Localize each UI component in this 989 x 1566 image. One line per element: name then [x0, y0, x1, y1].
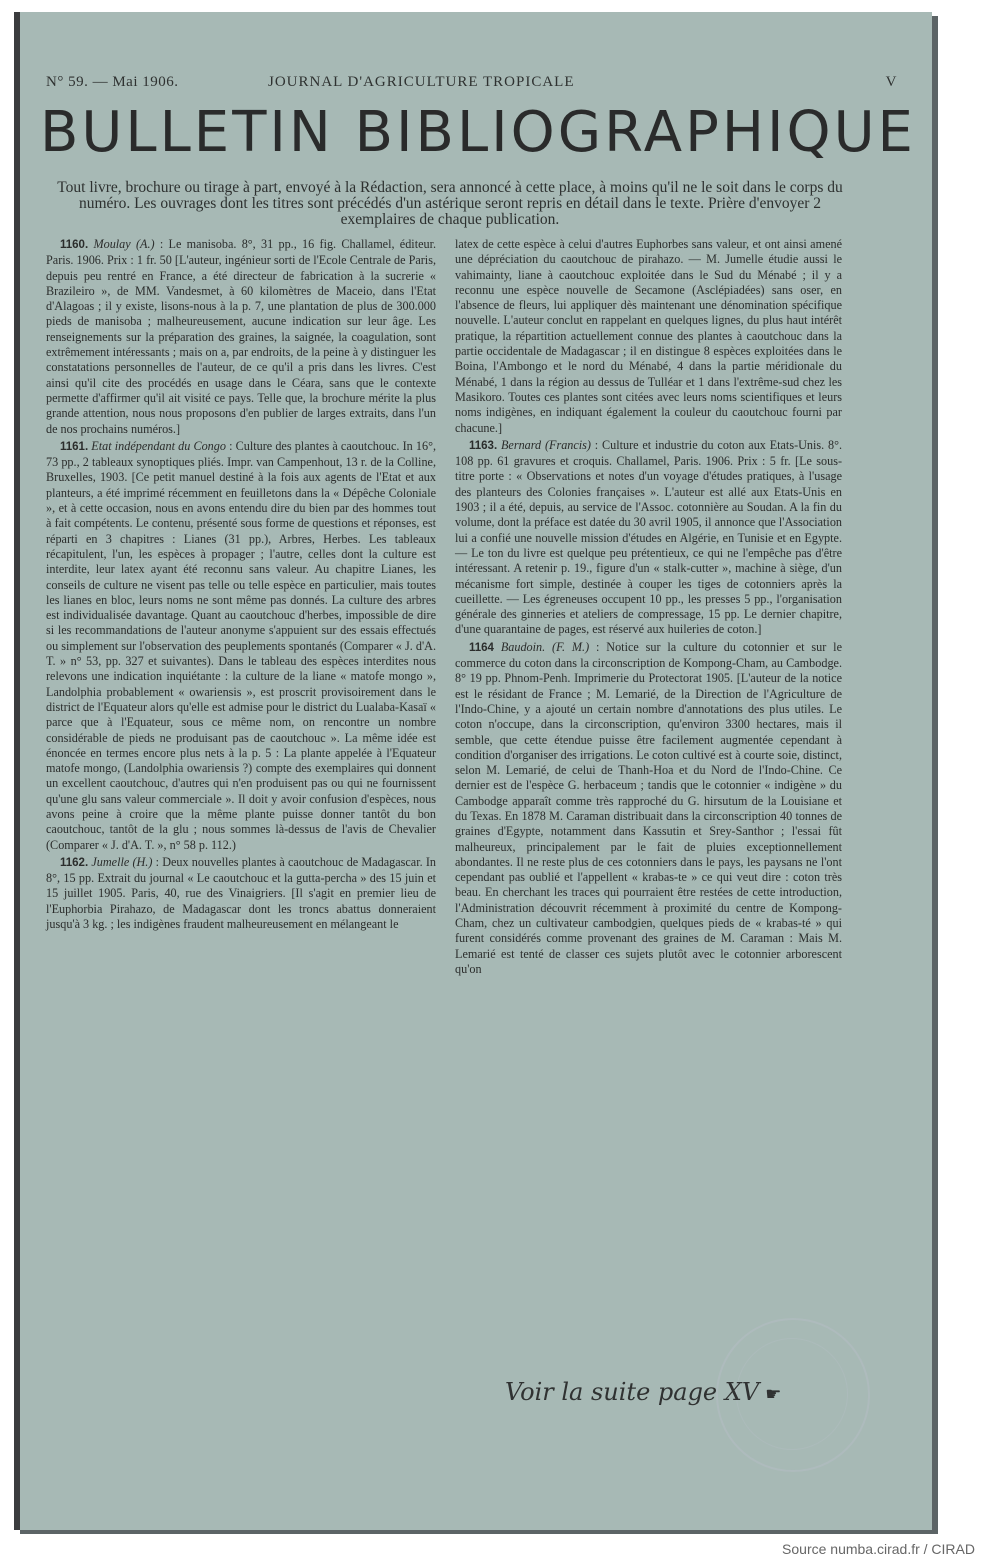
journal-title: JOURNAL D'AGRICULTURE TROPICALE: [268, 74, 575, 90]
continued-note: [505, 1378, 781, 1406]
entry-author: Moulay (A.): [93, 237, 155, 251]
entry-text: : Notice sur la culture du cotonnier et sur le commerce du coton dans la circonscription de Kompong-Cham, au Cambodge. 8° 19 pp. Phnom-Penh. Imprimerie du Protectorat 1905. [L'auteur de la notice est le résidant de France ; M. Lemarié, de la Direction de l'Agriculture de l'Indo-Chine, y a ajouté un certain nombre d'annotations des plus utiles. Le coton n'occupe, dans la circonscription, qu'environ 3300 hectares, mais il semble, que cette étendue puisse être facilement augmentée cependant à condition d'organiser des irrigations. Le coton cultivé est à courte soie, distinct, selon M. Lemarié, de celui de Thanh-Hoa et du Nord de l'Indo-Chine. Ce dernier est de l'espèce G. herbaceum ; tandis que le cotonnier « indigène » du Cambodge apparaît comme très rapproché du G. hirsutum de la Louisiane et du Texas. En 1878 M. Caraman distribuait dans la circonscription 40 tonnes de graines d'Egypte, notamment dans Kassutin et Srey-Santhor ; l'essai fût malheureux, principalement par le fait de pluies exceptionnellement abondantes. Il ne reste plus de ces cotonniers dans le pays, les paysans ne l'ont cependant pas oublié et l'appellent « krabas-te » ce qui veut dire : coton très beau. En cherchant les traces qui pourraient être restées de cette introduction, l'Administration découvrit récemment à proximité du centre de Kompong-Cham, chez un cultivateur cambodgien, quelques pieds de « krabas-té » qui furent considérés comme provenant des graines de M. Caraman : Mais M. Lemarié est tenté de classer ces sujets plutôt avec le cotonnier arborescent qu'on: [455, 639, 842, 976]
pointing-hand-icon: ☛: [765, 1384, 782, 1405]
running-head: [46, 74, 897, 96]
intro-paragraph: Tout livre, brochure ou tirage à part, envoyé à la Rédaction, sera annoncé à cette place, à moins qu'il ne le soit dans le corps du numéro. Les ouvrages dont les titres sont précédés d'un astérique seront repris en détail dans le texte. Prière d'envoyer 2 exemplaires de chaque publication.: [57, 179, 843, 228]
entry-number: 1162.: [60, 856, 89, 869]
entry-1160: [46, 237, 436, 437]
source-credit: Source numba.cirad.fr / CIRAD: [782, 1541, 975, 1557]
entry-1162-continuation: latex de cette espèce à celui d'autres Euphorbes sans valeur, et ont ainsi amené une dépréciation du caoutchouc de pirahazo. — M. Jumelle étudie aussi le vahimainty, liane à caoutchouc exploitée dans le Sud du Ménabé ; il y a reconnu une espèce nouvelle de Secamone (Asclépiadées) sans oser, en l'absence de fleurs, lui appliquer dès maintenant une dénomination spécifique nouvelle. L'auteur conclut en rappelant en quelques lignes, du plus haut intérêt pratique, la répartition actuellement connue des plantes à caoutchouc dans la partie occidentale de Madagascar ; il en distingue 8 espèces exploitées dans le Boina, l'Ambongo et le nord du Ménabé, 4 dans la partie méridionale du Ménabé, 1 dans la région au dessus de Tulléar et 1 dans l'extrême-sud chez les Masikoro. Toutes ces plantes sont citées avec leurs noms scientifiques et leurs noms indigènes, en indiquant également la couleur du caoutchouc fourni par chacune.]: [455, 237, 842, 435]
page-number: V: [885, 74, 897, 90]
left-column: [46, 237, 436, 934]
page-spine-edge: [14, 12, 20, 1530]
page-title: BULLETIN BIBLIOGRAPHIQUE: [40, 100, 916, 165]
continued-note-text: Voir la suite page XV: [505, 1378, 760, 1406]
entry-text: : Le manisoba. 8°, 31 pp., 16 fig. Challamel, éditeur. Paris. 1906. Prix : 1 fr. 50 [L'auteur, ingénieur sorti de l'Ecole Centrale de Paris, depuis peu rentré en France, a été directeur de fabrication à la sucrerie « Brazileiro », de MM. Vandesmet, à 60 kilomètres de Maceio, dans l'Etat d'Alagoas ; il y existe, lisons-nous à la p. 7, une plantation de plus de 300.000 pieds de manisoba ; malheureusement, aucune indication sur leur âge. Les renseignements sur la préparation des graines, la saignée, la coagulation, sont extrêmement intéressants ; mais on a, par endroits, de la peine à y distinguer les constatations personnelles de l'auteur, de ce qu'il a pris dans les livres. C'est ainsi qu'il cite des procédés en usage dans le Céara, sans que le contexte permette d'affirmer qu'il ait visité ce pays. Telle que, la brochure mérite la plus grande attention, nous nous proposons d'en publier de larges extraits, dans l'un de nos prochains numéros.]: [46, 237, 437, 436]
right-column: [455, 237, 842, 979]
entry-author: Etat indépendant du Congo: [91, 438, 226, 453]
entry-number: 1160.: [60, 239, 89, 251]
entry-number: 1164: [469, 641, 494, 654]
entry-author: Jumelle (H.): [91, 854, 153, 869]
entry-text: : Deux nouvelles plantes à caoutchouc de Madagascar. In 8°, 15 pp. Extrait du journal « Le caoutchouc et la gutta-percha » des 15 juin et 15 juillet 1905. Paris, 40, rue des Vinaigriers. [Il s'agit en premier lieu de l'Euphorbia Pirahazo, de Madagascar dont les troncs abattus donneraient jusqu'à 3 kg. ; les indigènes fraudent malheureusement en mélangeant le: [46, 854, 436, 932]
entry-text: : Culture des plantes à caoutchouc. In 16°, 73 pp., 2 tableaux synoptiques pliés. Impr. van Campenhout, 13 r. de la Colline, Bruxelles, 1903. [Ce petit manuel destiné à la fois aux agents de l'Etat et aux planteurs, a été imprimé récemment en feuilletons dans la « Dépêche Coloniale », et à cette occasion, nous en avons entendu dire du bien par des hommes tout à fait compétents. Le contenu, présenté sous forme de questions et réponses, est réparti en 3 chapitres : Lianes (31 pp.), Arbres, Herbes. Les tableaux récapitulent, l'un, les espèces à propager ; l'autre, celles dont la culture est interdite, leur latex ayant été reconnu sans valeur. Au chapitre Lianes, les conseils de culture ne visent pas telle ou telle espèce en particulier, mais toutes les lianes en bloc, leurs noms ne sont même pas donnés. La culture des arbres est individualisée davantage. Quant au caoutchouc d'herbes, impossible de dire si les recommandations de l'auteur anonyme s'appuient sur des essais effectués ou simplement sur l'observation des peuplements spontanés (Comparer « J. d'A. T. » n° 53, pp. 327 et suivantes). Dans le tableau des espèces interdites nous relevons une indication inquiétante : la culture de la liane « matofe mongo », Landolphia probablement « owariensis », est proscrit provisoirement dans le district de l'Equateur alors qu'elle est admise pour le district du Lualaba-Kasaï « parce que à l'Equateur, sous ce même nom, on rencontre un nombre considérable de pieds ne produisant pas de caoutchouc ». La même idée est énoncée en termes encore plus nets à la p. 5 : La plante appelée à l'Equateur matofe mongo, (Landolphia owariensis ?) compte des exemplaires qui donnent un excellent caoutchouc, d'autres qui n'en produisent pas ou qui ne fournissent qu'une glu sans valeur commerciale ». Il doit y avoir confusion d'espèces, nous avons peine à croire que la même plante puisse donner tantôt du bon caoutchouc, tantôt de la glu ; nous sommes là-dessus de l'avis de Chevalier (Comparer « J. d'A. T. », n° 58 p. 112.): [46, 438, 437, 852]
entry-1164: [455, 640, 842, 978]
entry-author: Baudoin. (F. M.): [500, 639, 590, 654]
entry-1163: [455, 438, 842, 638]
issue-number: N° 59. — Mai 1906.: [46, 74, 179, 90]
entry-number: 1163.: [469, 439, 498, 452]
entry-1162: [46, 855, 436, 932]
entry-1161: [46, 439, 436, 853]
entry-text: : Culture et industrie du coton aux Etats-Unis. 8°. 108 pp. 61 gravures et croquis. Challamel, Paris. 1906. Prix : 5 fr. [Le sous-titre porte : « Observations et notes d'un voyage d'études pratiques, à l'usage des planteurs des Colonies françaises ». L'auteur est allé aux Etats-Unis en 1903 ; il a été, depuis, au service de l'Assoc. cotonnière au Soudan. A la fin du volume, dont la préface est datée du 30 avril 1905, il annonce que l'Association lui a confié une nouvelle mission d'études en Algérie, en Tunisie et en Egypte. — Le ton du livre est quelque peu prétentieux, ce qui ne l'empêche pas d'être intéressant. A retenir p. 19., figure d'un « stalk-cutter », machine à siège, d'un mécanisme fort simple, destinée à couper les tiges de cotonniers après la cueillette. — Les égreneuses occupent 10 pp., les presses 5 pp., l'organisation générale des ginneries et ateliers de compressage, 15 pp. Le dernier chapitre, d'une quarantaine de pages, est réservé aux huileries de coton.]: [455, 437, 843, 637]
entry-author: Bernard (Francis): [500, 437, 591, 452]
entry-number: 1161.: [60, 440, 89, 453]
